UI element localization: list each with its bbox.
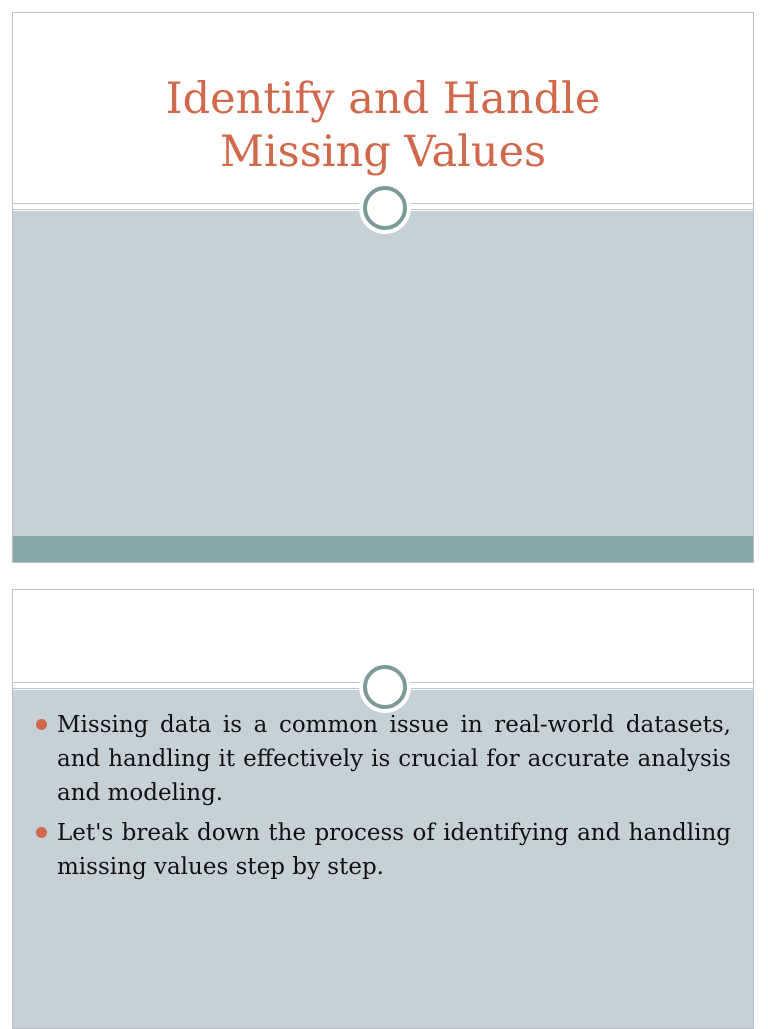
slide-header-band	[13, 13, 753, 211]
bullet-list	[33, 708, 731, 890]
title-line-2: Missing Values	[219, 127, 547, 177]
bullet-dot-icon	[36, 719, 47, 730]
title-slide	[12, 12, 754, 563]
slide-title	[13, 73, 753, 179]
bullet-item	[33, 816, 731, 884]
content-slide	[12, 589, 754, 1029]
bullet-item	[33, 708, 731, 810]
title-line-1: Identify and Handle	[165, 74, 601, 124]
bullet-dot-icon	[36, 827, 47, 838]
slide-footer-bar	[13, 536, 753, 562]
divider-ring-ornament	[363, 186, 407, 230]
bullet-text: Missing data is a common issue in real-world datasets, and handling it effectively is crucial for accurate analysis and modeling.	[57, 712, 731, 806]
bullet-text: Let's break down the process of identifying and handling missing values step by step.	[57, 820, 731, 880]
divider-ring-ornament	[363, 665, 407, 709]
